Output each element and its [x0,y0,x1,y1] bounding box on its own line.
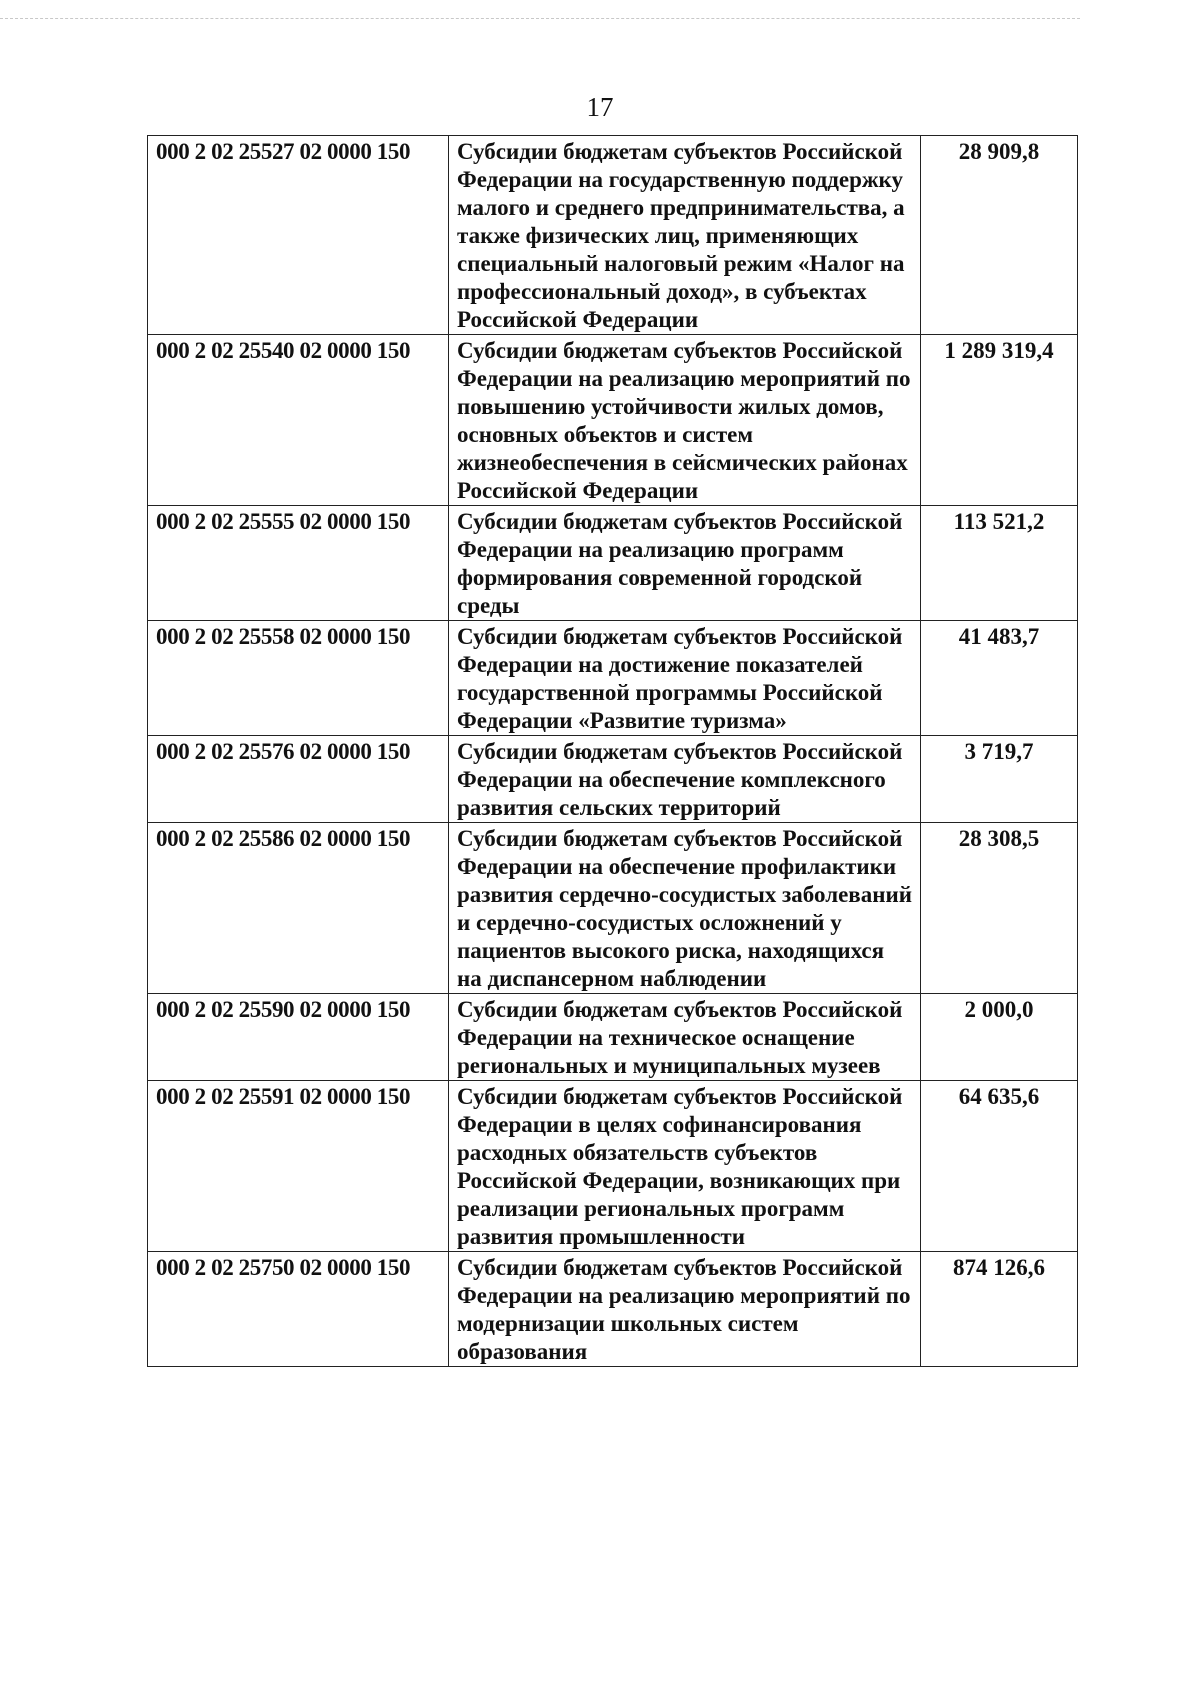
table-row [148,335,1078,506]
budget-code-cell: 000 2 02 25586 02 0000 150 [148,823,449,994]
budget-code-cell: 000 2 02 25590 02 0000 150 [148,994,449,1081]
budget-code-cell: 000 2 02 25555 02 0000 150 [148,506,449,621]
budget-code-cell: 000 2 02 25576 02 0000 150 [148,736,449,823]
table-row [148,1081,1078,1252]
table-row [148,994,1078,1081]
amount-cell: 874 126,6 [921,1252,1078,1367]
table-row [148,506,1078,621]
budget-revenue-table [147,135,1078,1367]
table-row [148,136,1078,335]
description-cell: Субсидии бюджетам субъектов Российской Федерации на обеспечение профилактики развития сердечно-сосудистых заболеваний и сердечно-сосудистых осложнений у пациентов высокого риска, находящихся на диспансерном наблюдении [449,823,921,994]
budget-code-cell: 000 2 02 25750 02 0000 150 [148,1252,449,1367]
budget-code-cell: 000 2 02 25558 02 0000 150 [148,621,449,736]
description-cell: Субсидии бюджетам субъектов Российской Федерации на реализацию мероприятий по повышению устойчивости жилых домов, основных объектов и систем жизнеобеспечения в сейсмических районах Российской Федерации [449,335,921,506]
budget-code-cell: 000 2 02 25540 02 0000 150 [148,335,449,506]
amount-cell: 2 000,0 [921,994,1078,1081]
scan-edge-line [0,18,1080,19]
table-row [148,621,1078,736]
amount-cell: 28 308,5 [921,823,1078,994]
table-row [148,736,1078,823]
description-cell: Субсидии бюджетам субъектов Российской Федерации на техническое оснащение региональных и муниципальных музеев [449,994,921,1081]
description-cell: Субсидии бюджетам субъектов Российской Федерации на обеспечение комплексного развития сельских территорий [449,736,921,823]
amount-cell: 1 289 319,4 [921,335,1078,506]
amount-cell: 3 719,7 [921,736,1078,823]
budget-code-cell: 000 2 02 25527 02 0000 150 [148,136,449,335]
amount-cell: 28 909,8 [921,136,1078,335]
description-cell: Субсидии бюджетам субъектов Российской Федерации в целях софинансирования расходных обязательств субъектов Российской Федерации, возникающих при реализации региональных программ развития промышленности [449,1081,921,1252]
amount-cell: 41 483,7 [921,621,1078,736]
table-row [148,1252,1078,1367]
description-cell: Субсидии бюджетам субъектов Российской Федерации на реализацию программ формирования современной городской среды [449,506,921,621]
description-cell: Субсидии бюджетам субъектов Российской Федерации на достижение показателей государственной программы Российской Федерации «Развитие туризма» [449,621,921,736]
amount-cell: 113 521,2 [921,506,1078,621]
amount-cell: 64 635,6 [921,1081,1078,1252]
table-row [148,823,1078,994]
budget-code-cell: 000 2 02 25591 02 0000 150 [148,1081,449,1252]
description-cell: Субсидии бюджетам субъектов Российской Федерации на государственную поддержку малого и среднего предпринимательства, а также физических лиц, применяющих специальный налоговый режим «Налог на профессиональный доход», в субъектах Российской Федерации [449,136,921,335]
page-number: 17 [586,92,614,122]
description-cell: Субсидии бюджетам субъектов Российской Федерации на реализацию мероприятий по модернизации школьных систем образования [449,1252,921,1367]
